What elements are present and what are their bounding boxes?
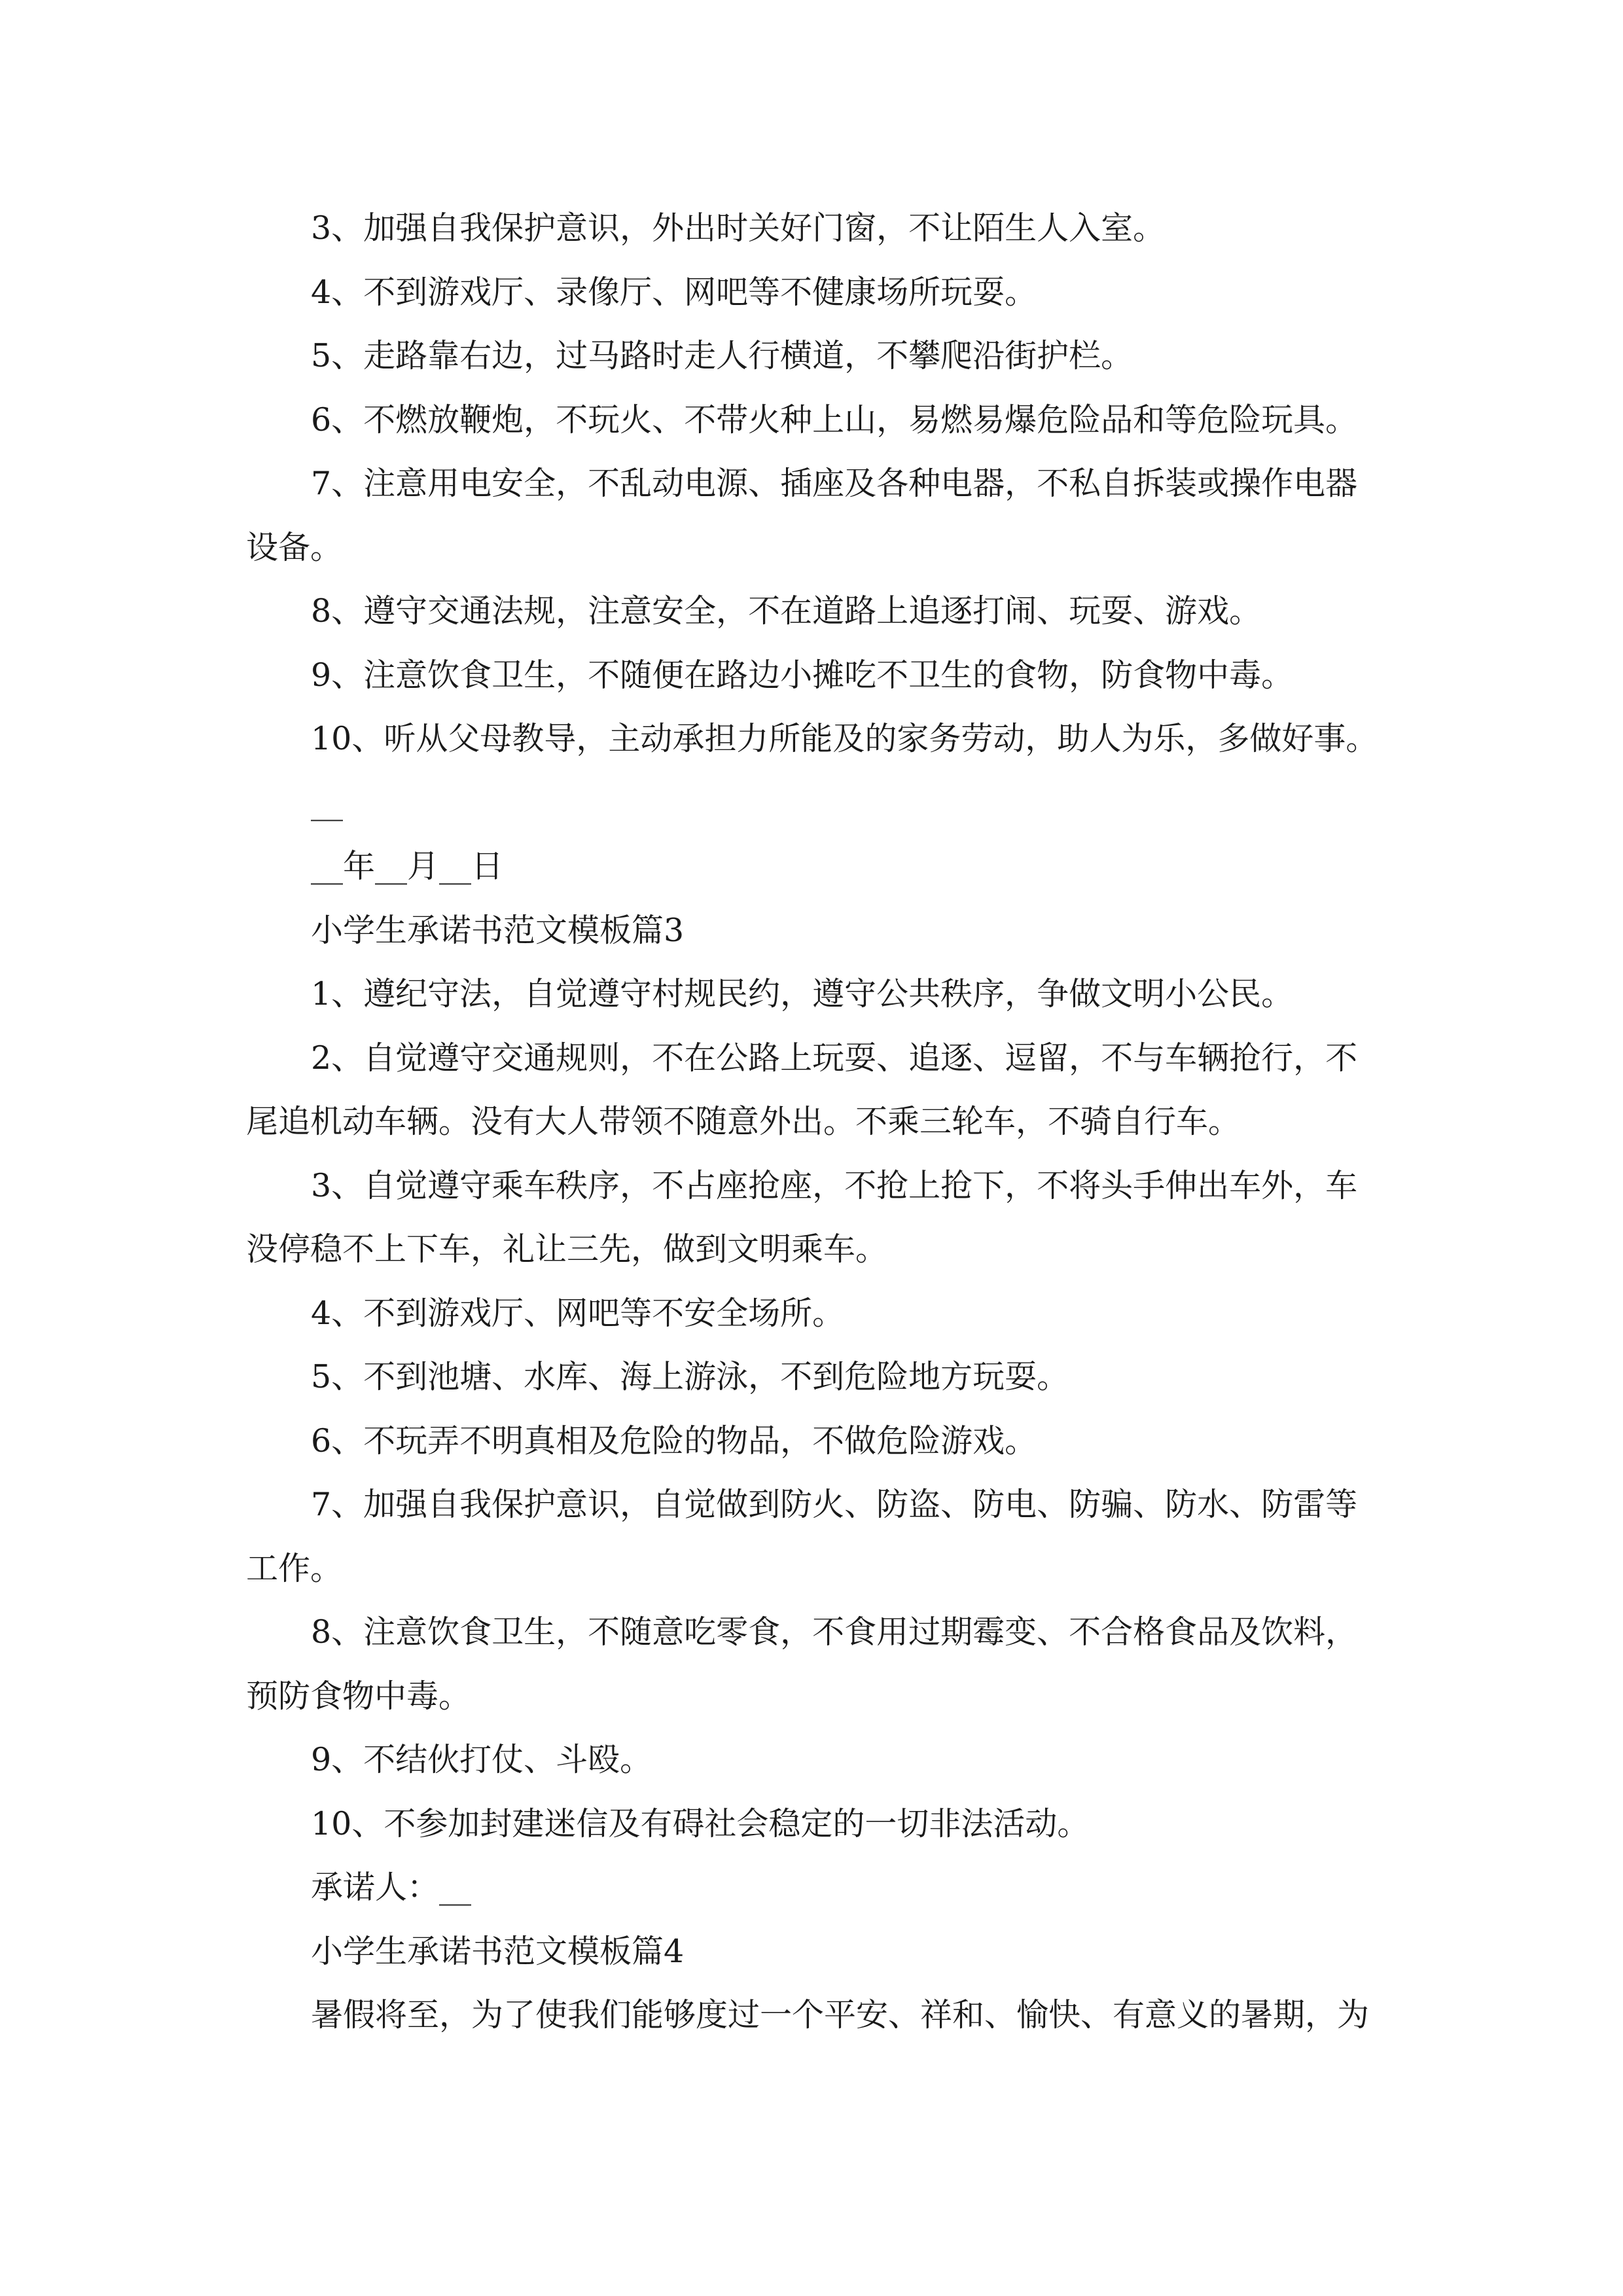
paragraph: 10、听从父母教导，主动承担力所能及的家务劳动，助人为乐，多做好事。: [311, 720, 1378, 757]
paragraph: 4、不到游戏厅、录像厅、网吧等不健康场所玩耍。: [311, 273, 1037, 311]
section-heading: 小学生承诺书范文模板篇3: [311, 911, 685, 949]
paragraph: 1、遵纪守法，自觉遵守村规民约，遵守公共秩序，争做文明小公民。: [311, 975, 1294, 1013]
paragraph: 9、不结伙打仗、斗殴。: [311, 1741, 652, 1778]
paragraph: 7、注意用电安全，不乱动电源、插座及各种电器，不私自拆装或操作电器设备。: [246, 465, 1358, 566]
paragraph: 6、不燃放鞭炮，不玩火、不带火种上山，易燃易爆危险品和等危险玩具。: [311, 401, 1358, 439]
paragraph: 10、不参加封建迷信及有碍社会稳定的一切非法活动。: [311, 1804, 1090, 1842]
paragraph: 2、自觉遵守交通规则，不在公路上玩耍、追逐、逗留，不与车辆抢行，不尾追机动车辆。没有大人带领不随意外出。不乘三轮车，不骑自行车。: [246, 1039, 1358, 1140]
document-body: [246, 196, 1385, 2047]
paragraph: 5、走路靠右边，过马路时走人行横道，不攀爬沿街护栏。: [311, 337, 1133, 374]
paragraph: 6、不玩弄不明真相及危险的物品，不做危险游戏。: [311, 1422, 1037, 1460]
paragraph: 9、注意饮食卫生，不随便在路边小摊吃不卫生的食物，防食物中毒。: [311, 656, 1294, 694]
section-heading: 小学生承诺书范文模板篇4: [311, 1932, 685, 1970]
paragraph: 7、加强自我保护意识，自觉做到防火、防盗、防电、防骗、防水、防雷等工作。: [246, 1486, 1358, 1587]
paragraph: 5、不到池塘、水库、海上游泳，不到危险地方玩耍。: [311, 1358, 1069, 1395]
promisor-line: 承诺人：__: [311, 1869, 472, 1906]
date-line: __年__月__日: [311, 848, 504, 885]
paragraph: 8、注意饮食卫生，不随意吃零食，不食用过期霉变、不合格食品及饮料，预防食物中毒。: [246, 1613, 1358, 1715]
paragraph: 暑假将至，为了使我们能够度过一个平安、祥和、愉快、有意义的暑期，为: [311, 1996, 1370, 2034]
paragraph: 8、遵守交通法规，注意安全，不在道路上追逐打闹、玩耍、游戏。: [311, 592, 1262, 630]
paragraph: 3、自觉遵守乘车秩序，不占座抢座，不抢上抢下，不将头手伸出车外，车没停稳不上下车，礼让三先，做到文明乘车。: [246, 1166, 1358, 1268]
signature-blank: __: [311, 783, 343, 821]
paragraph: 4、不到游戏厅、网吧等不安全场所。: [311, 1294, 845, 1332]
paragraph: 3、加强自我保护意识，外出时关好门窗，不让陌生人入室。: [311, 209, 1166, 247]
